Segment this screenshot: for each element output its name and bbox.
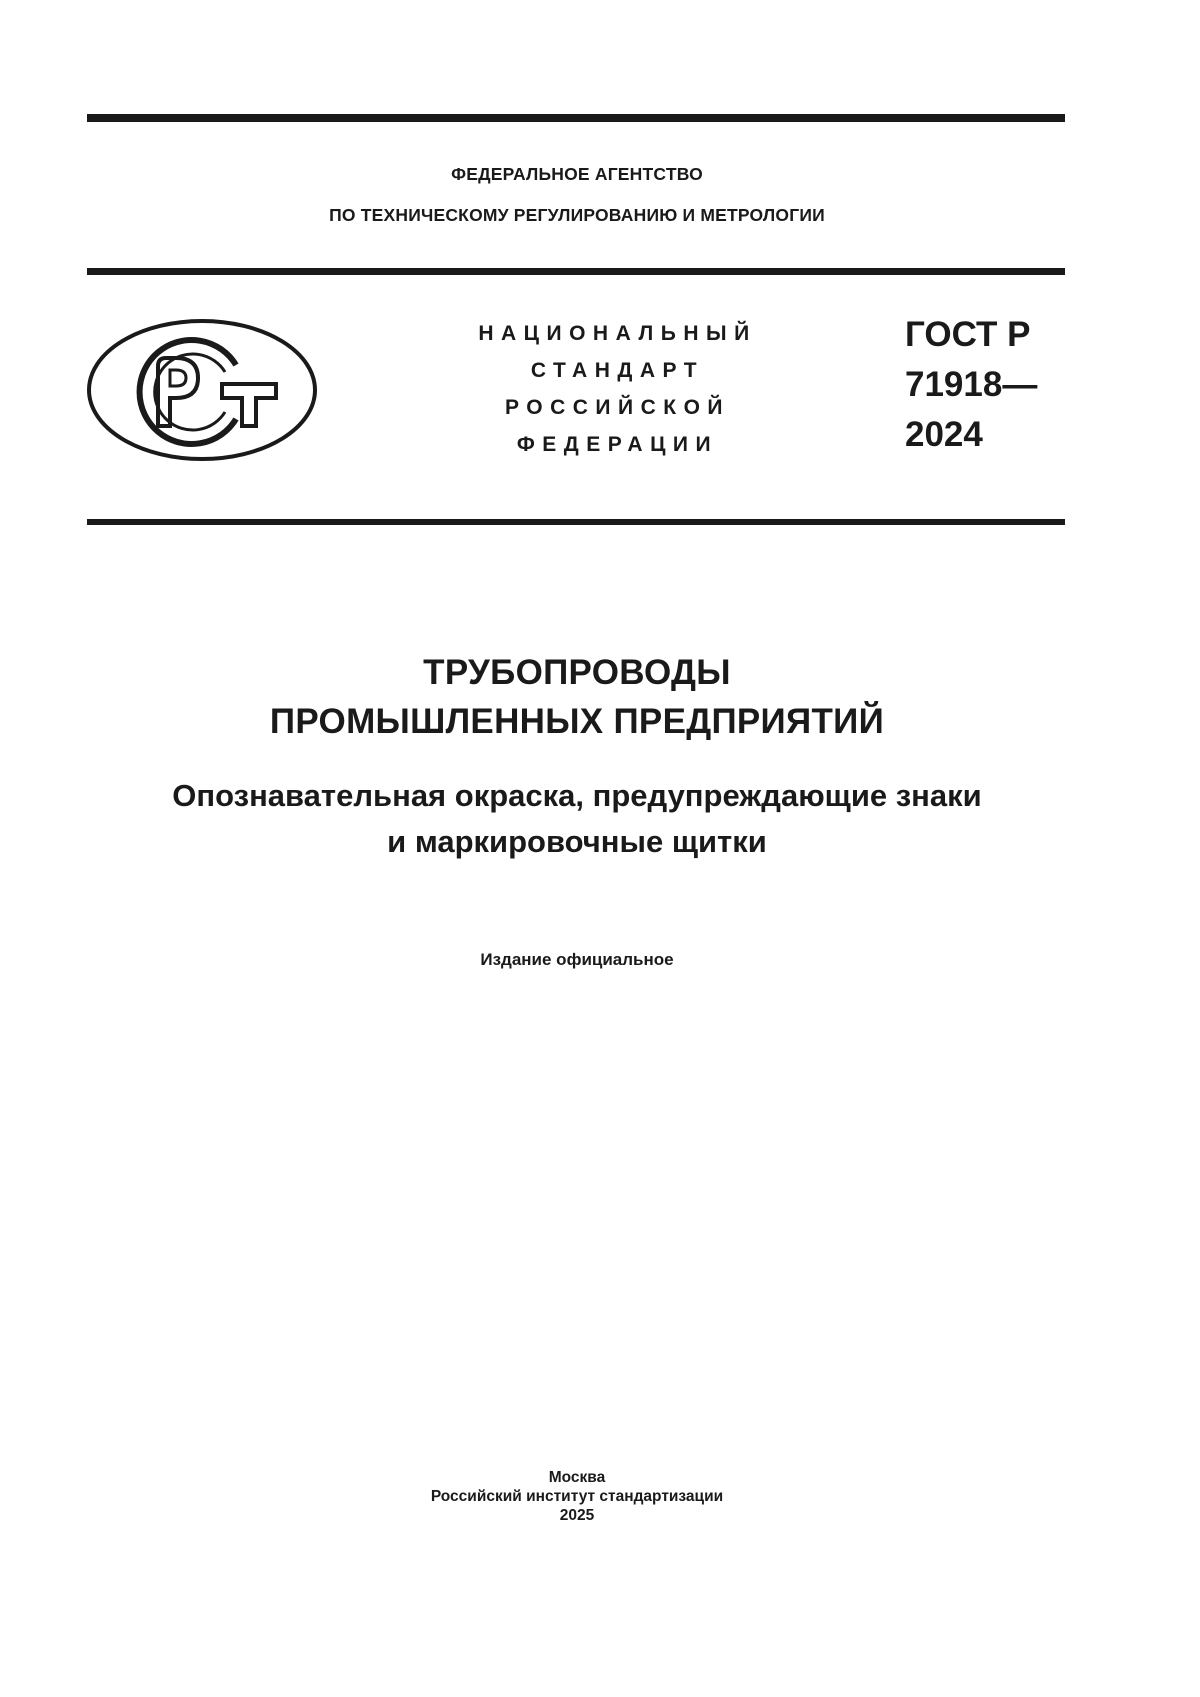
document-subtitle-line2: и маркировочные щитки — [387, 824, 767, 859]
agency-name-line1: ФЕДЕРАЛЬНОЕ АГЕНТСТВО — [451, 164, 703, 184]
publisher-city: Москва — [548, 1469, 606, 1486]
publisher-block — [0, 1468, 1154, 1525]
middle-rule — [87, 519, 1065, 525]
national-standard-line: РОССИЙСКОЙ — [505, 396, 730, 419]
document-subtitle-line1: Опознавательная окраска, предупреждающие знаки — [172, 778, 982, 813]
standard-code-line: ГОСТ Р — [905, 315, 1031, 354]
top-rule — [87, 114, 1065, 122]
header-rule — [87, 268, 1065, 275]
standard-code-line: 71918— — [905, 365, 1038, 404]
publisher-year: 2025 — [559, 1507, 595, 1524]
standard-code-line: 2024 — [905, 415, 983, 454]
publisher-name: Российский институт стандартизации — [430, 1488, 724, 1505]
gost-r-logo-icon — [86, 318, 318, 462]
national-standard-line: НАЦИОНАЛЬНЫЙ — [478, 322, 757, 345]
document-title-line2: ПРОМЫШЛЕННЫХ ПРЕДПРИЯТИЙ — [269, 702, 885, 741]
national-standard-line: ФЕДЕРАЦИИ — [516, 433, 719, 456]
standard-code — [905, 310, 1037, 460]
edition-label: Издание официальное — [480, 950, 674, 969]
national-standard-line: СТАНДАРТ — [530, 359, 705, 382]
national-standard-label — [440, 315, 795, 463]
document-title-line1: ТРУБОПРОВОДЫ — [423, 653, 731, 692]
agency-name-line2: ПО ТЕХНИЧЕСКОМУ РЕГУЛИРОВАНИЮ И МЕТРОЛОГИИ — [329, 205, 825, 225]
